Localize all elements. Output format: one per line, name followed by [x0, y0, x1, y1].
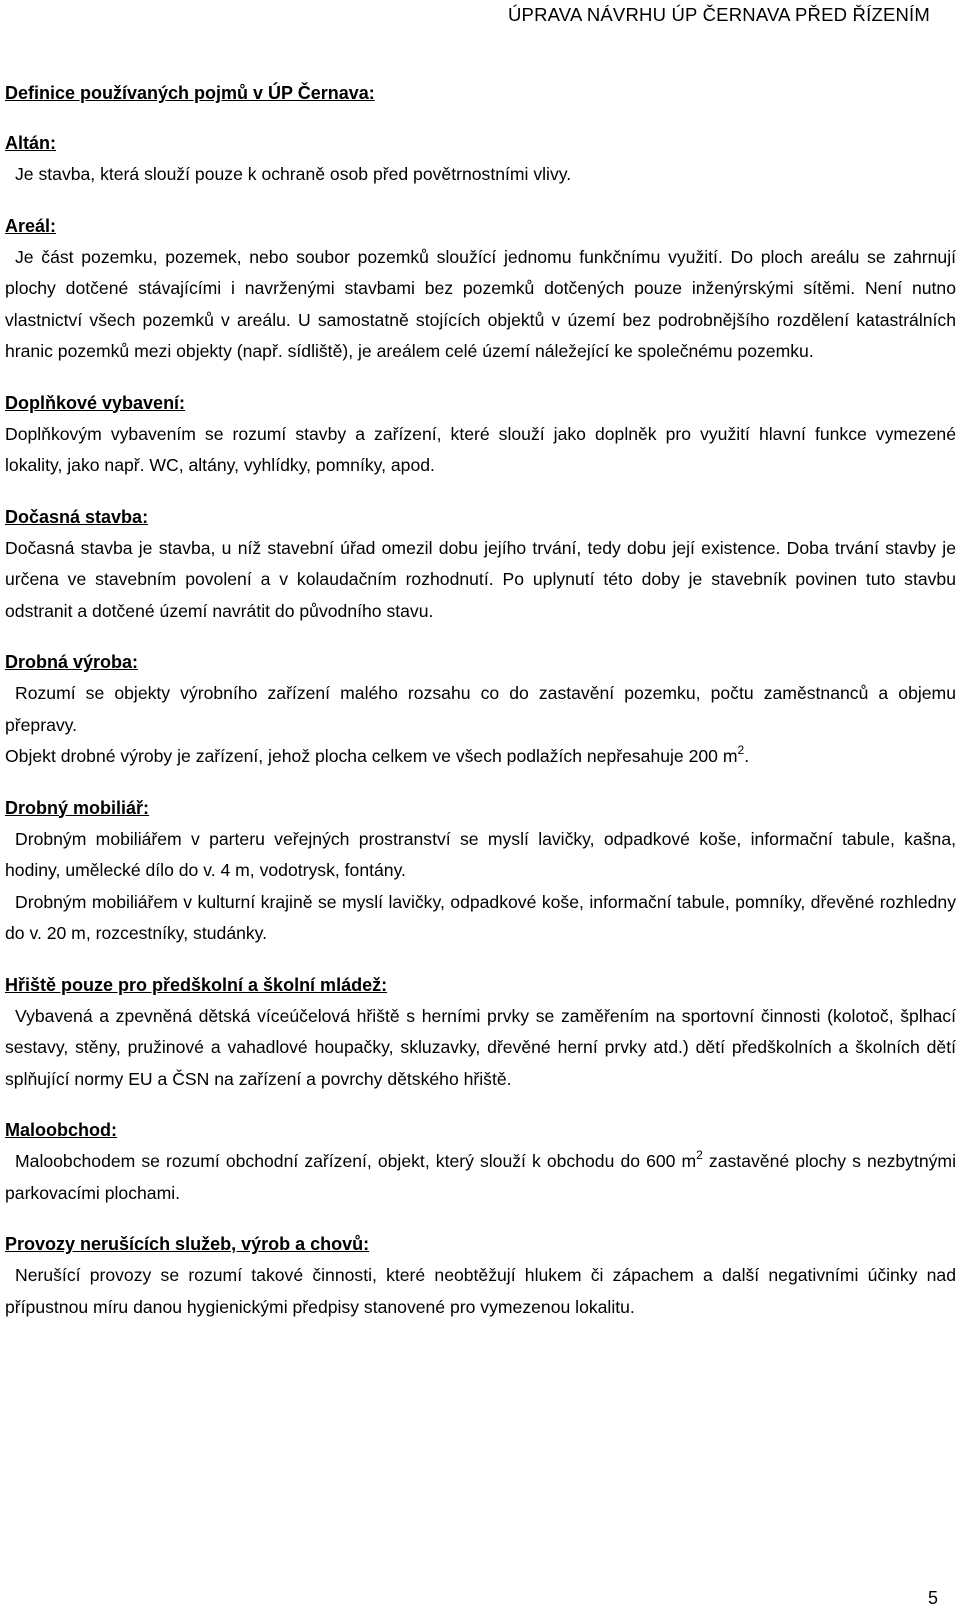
term-altan — [5, 127, 956, 191]
term-title: Drobná výroba: — [5, 652, 139, 672]
term-definition: Drobným mobiliářem v parteru veřejných prostranství se myslí lavičky, odpadkové koše, informační tabule, kašna, hodiny, umělecké dílo do v. 4 m, vodotrysk, fontány. — [5, 828, 956, 880]
term-title: Drobný mobiliář: — [5, 797, 150, 818]
term-title: Provozy nerušících služeb, výrob a chovů: — [5, 1234, 370, 1254]
term-title: Doplňkové vybavení: — [5, 392, 186, 413]
term-docasna-stavba — [5, 501, 956, 628]
term-drobna-vyroba — [5, 646, 956, 773]
term-areal — [5, 210, 956, 368]
document-body — [5, 78, 956, 1342]
term-maloobchod — [5, 1114, 956, 1209]
page-number: 5 — [927, 1588, 938, 1608]
term-drobny-mobiliar — [5, 792, 956, 950]
term-title: Maloobchod: — [5, 1120, 117, 1140]
term-definition: Drobným mobiliářem v kulturní krajině se myslí lavičky, odpadkové koše, informační tabule, pomníky, dřevěné rozhledny do v. 20 m, rozcestníky, studánky. — [5, 891, 956, 943]
definition-tail: . — [744, 746, 750, 766]
term-title: Altán: — [5, 133, 56, 153]
term-hriste — [5, 969, 956, 1096]
term-definition: Je stavba, která slouží pouze k ochraně osob před povětrnostními vlivy. — [15, 164, 572, 184]
term-title: Areál: — [5, 215, 57, 236]
definition-text: Objekt drobné výroby je zařízení, jehož plocha celkem ve všech podlažích nepřesahuje 200 m — [5, 746, 738, 766]
term-title: Dočasná stavba: — [5, 506, 149, 527]
term-definition — [5, 1146, 956, 1209]
definition-text: Maloobchodem se rozumí obchodní zařízení, objekt, který slouží k obchodu do 600 m — [15, 1151, 697, 1171]
term-definition — [5, 741, 956, 773]
document-title: Definice používaných pojmů v ÚP Černava: — [5, 83, 375, 103]
term-definition: Doplňkovým vybavením se rozumí stavby a zařízení, které slouží jako doplněk pro využití hlavní funkce vymezené lokality, jako např. WC, altány, vyhlídky, pomníky, apod. — [5, 423, 956, 475]
definition-tail: zastavěné plochy s nezbytnými parkovacími plochami. — [5, 1151, 956, 1203]
term-definition: Je část pozemku, pozemek, nebo soubor pozemků sloužící jednomu funkčnímu využití. Do ploch areálu se zahrnují plochy dotčené stávajícími i navrženými stavbami bez pozemků dotčených pouze inženýrskými sítěmi. Není nutno vlastnictví všech pozemků v areálu. U samostatně stojících objektů v území bez podrobnějšího rozdělení katastrálních hranic pozemků mezi objekty (např. sídliště), je areálem celé území náležející ke společnému pozemku. — [5, 246, 956, 361]
term-title: Hřiště pouze pro předškolní a školní mládež: — [5, 974, 388, 995]
page-header: ÚPRAVA NÁVRHU ÚP ČERNAVA PŘED ŘÍZENÍM — [507, 4, 930, 25]
superscript: 2 — [737, 743, 745, 757]
term-provozy — [5, 1228, 956, 1323]
term-doplnkove-vybaveni — [5, 387, 956, 482]
term-definition: Rozumí se objekty výrobního zařízení malého rozsahu co do zastavění pozemku, počtu zaměstnanců a objemu přepravy. — [5, 683, 956, 735]
term-definition: Dočasná stavba je stavba, u níž stavební úřad omezil dobu jejího trvání, tedy dobu její existence. Doba trvání stavby je určena ve stavebním povolení a v kolaudačním rozhodnutí. Po uplynutí této doby je stavebník povinen tuto stavbu odstranit a dotčené území navrátit do původního stavu. — [5, 537, 956, 621]
term-definition: Nerušící provozy se rozumí takové činnosti, které neobtěžují hlukem či zápachem a další negativními účinky nad přípustnou míru danou hygienickými předpisy stanovené pro vymezenou lokalitu. — [5, 1265, 956, 1317]
term-definition: Vybavená a zpevněná dětská víceúčelová hřiště s herními prvky se zaměřením na sportovní činnosti (kolotoč, šplhací sestavy, stěny, pružinové a vahadlové houpačky, skluzavky, dřevěné herní prvky atd.) dětí předškolních a školních dětí splňující normy EU a ČSN na zařízení a povrchy dětského hřiště. — [5, 1005, 956, 1089]
superscript: 2 — [696, 1148, 703, 1162]
